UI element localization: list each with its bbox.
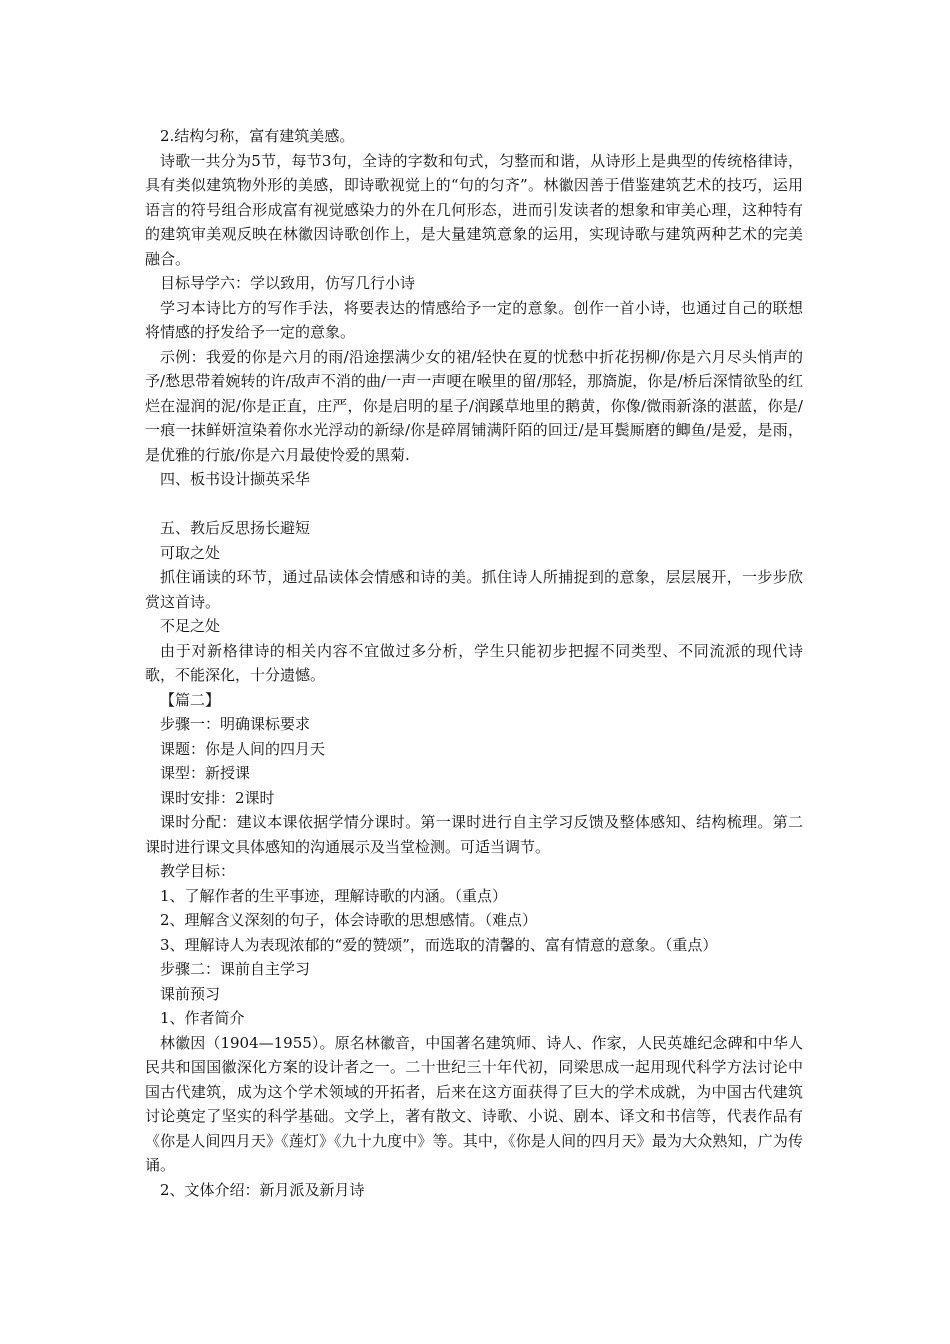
paragraph: 2.结构匀称，富有建筑美感。 [160, 127, 355, 145]
document-body [145, 124, 803, 1202]
paragraph: 步骤一：明确课标要求 [160, 715, 311, 733]
paragraph: 1、作者简介 [160, 1009, 245, 1027]
paragraph: 【篇二】 [160, 690, 221, 709]
paragraph: 诗歌一共分为5节，每节3句，全诗的字数和句式，匀整而和谐，从诗形上是典型的传统格律诗，具有类似建筑物外形的美感，即诗歌视觉上的“句的匀齐”。林徽因善于借鉴建筑艺术的技巧，运用语言的符号组合形成富有视觉感染力的外在几何形态，进而引发读者的想象和审美心理，这种特有的建筑审美观反映在林徽因诗歌创作上，是大量建筑意象的运用，实现诗歌与建筑两种艺术的完美融合。 [145, 151, 803, 268]
paragraph: 示例：我爱的你是六月的雨/沿途摆满少女的裙/轻快在夏的忧愁中折花拐柳/你是六月尽头悄声的予/愁思带着婉转的许/敌声不消的曲/一声一声哽在喉里的留/那轻，那旖旎，你是/桥后深情欲坠的红烂在湿润的泥/你是正直，庄严，你是启明的星子/润蹊草地里的鹅黄，你像/微雨新涤的湛蓝，你是/一痕一抹鲜妍渲染着你水光浮动的新绿/你是碎屑铺满阡陌的回迂/是耳鬓厮磨的鲫鱼/是爱，是雨，是优雅的行旅/你是六月最使怜爱的黑菊. [145, 347, 803, 464]
paragraph: 五、教后反思扬长避短 [160, 519, 311, 537]
paragraph: 2、理解含义深刻的句子，体会诗歌的思想感情。（难点） [160, 911, 538, 929]
paragraph: 课时分配：建议本课依据学情分课时。第一课时进行自主学习反馈及整体感知、结构梳理。第二课时进行课文具体感知的沟通展示及当堂检测。可适当调节。 [145, 813, 803, 856]
paragraph: 四、板书设计撷英采华 [160, 470, 311, 488]
blank-line [145, 492, 803, 517]
paragraph: 2、文体介绍：新月派及新月诗 [160, 1180, 365, 1199]
paragraph: 课时安排：2课时 [160, 788, 275, 807]
paragraph: 抓住诵读的环节，通过品读体会情感和诗的美。抓住诗人所捕捉到的意象，层层展开，一步步欣赏这首诗。 [145, 568, 803, 611]
paragraph: 教学目标： [160, 862, 236, 880]
paragraph: 由于对新格律诗的相关内容不宜做过多分析，学生只能初步把握不同类型、不同流派的现代诗歌，不能深化，十分遗憾。 [145, 641, 803, 684]
paragraph: 林徽因（1904—1955）。原名林徽音，中国著名建筑师、诗人、作家，人民英雄纪念碑和中华人民共和国国徽深化方案的设计者之一。二十世纪三十年代初，同梁思成一起用现代科学方法讨论中国古代建筑，成为这个学术领域的开拓者，后来在这方面获得了巨大的学术成就，为中国古代建筑讨论奠定了坚实的科学基础。文学上，著有散文、诗歌、小说、剧本、译文和书信等，代表作品有《你是人间四月天》《莲灯》《九十九度中》等。其中，《你是人间的四月天》最为大众熟知，广为传诵。 [145, 1033, 803, 1174]
paragraph: 课型：新授课 [160, 764, 251, 782]
paragraph: 课题：你是人间的四月天 [160, 739, 326, 758]
paragraph: 3、理解诗人为表现浓郁的“爱的赞颂”，而选取的清馨的、富有情意的意象。（重点） [160, 935, 718, 954]
paragraph: 不足之处 [160, 617, 221, 635]
paragraph: 目标导学六：学以致用，仿写几行小诗 [160, 274, 416, 292]
paragraph: 学习本诗比方的写作手法，将要表达的情感给予一定的意象。创作一首小诗，也通过自己的联想将情感的抒发给予一定的意象。 [145, 298, 803, 341]
paragraph: 课前预习 [160, 984, 221, 1003]
paragraph: 步骤二：课前自主学习 [160, 960, 311, 978]
paragraph: 可取之处 [160, 543, 221, 562]
paragraph: 1、了解作者的生平事迹，理解诗歌的内涵。（重点） [160, 886, 508, 905]
